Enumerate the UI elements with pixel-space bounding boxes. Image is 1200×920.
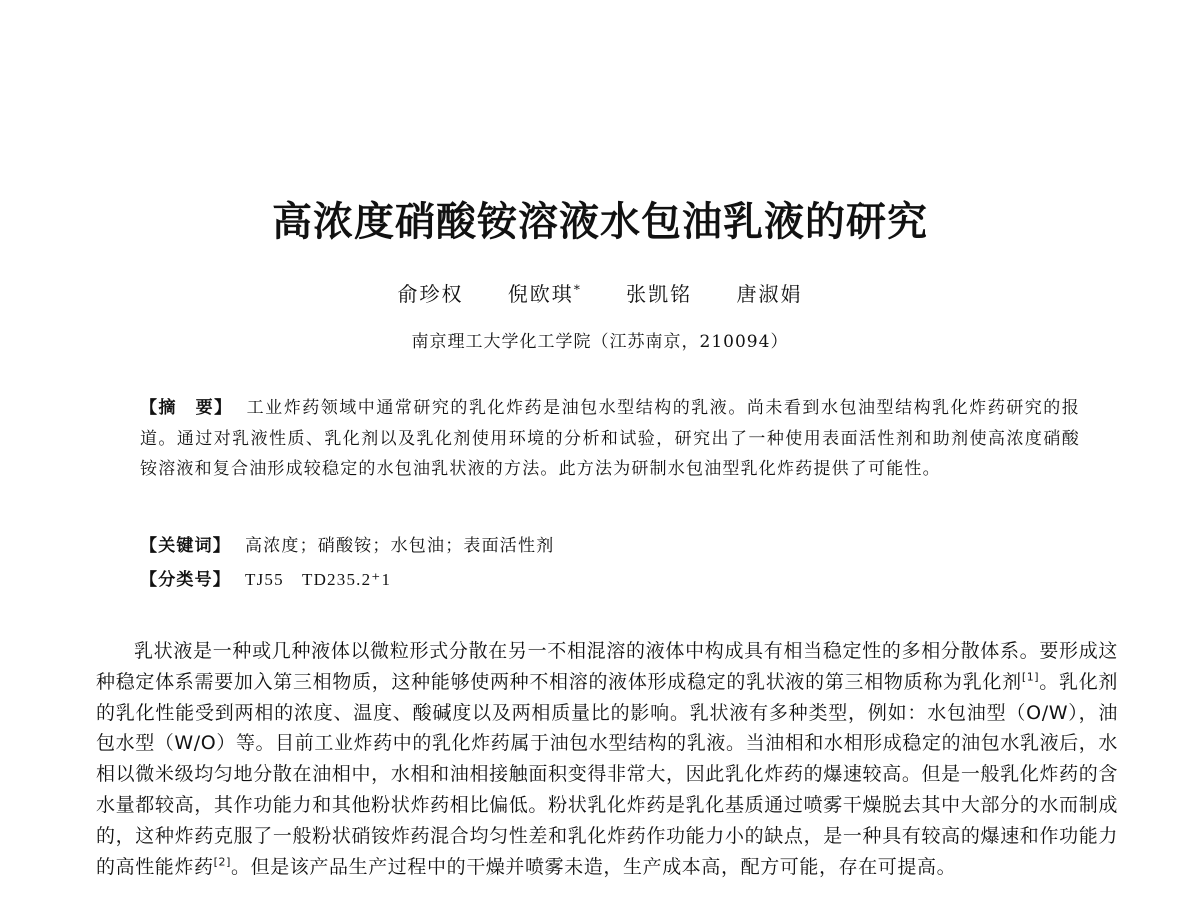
classification-text: TJ55 TD235.2⁺1 — [245, 570, 392, 589]
abstract-text: 工业炸药领域中通常研究的乳化炸药是油包水型结构的乳液。尚未看到水包油型结构乳化炸药研究的报道。通过对乳液性质、乳化剂以及乳化剂使用环境的分析和试验，研究出了一种使用表面活性剂和助剂使高浓度硝酸铵溶液和复合油形成较稳定的水包油乳状液的方法。此方法为研制水包油型乳化炸药提供了可能性。 — [140, 398, 1081, 479]
author-4: 唐淑娟 — [736, 282, 803, 306]
classification-label: 【分类号】 — [140, 570, 231, 590]
keywords-text: 高浓度；硝酸铵；水包油；表面活性剂 — [245, 536, 555, 556]
citation-2[interactable]: [2] — [213, 855, 231, 869]
author-2: 倪欧琪* — [507, 282, 582, 306]
classification-line — [140, 565, 391, 590]
body-text-part-3: 。但是该产品生产过程中的干燥并喷雾未造，生产成本高，配方可能，存在可提高。 — [231, 855, 957, 878]
keywords-label: 【关键词】 — [140, 536, 231, 556]
abstract-block — [140, 393, 1080, 485]
author-3: 张凯铭 — [626, 282, 693, 306]
body-text-part-2: 。乳化剂的乳化性能受到两相的浓度、温度、酸碱度以及两相质量比的影响。乳状液有多种类型，例如：水包油型（O/W），油包水型（W/O）等。目前工业炸药中的乳化炸药属于油包水型结构的乳液。当油相和水相形成稳定的油包水乳液后，水相以微米级均匀地分散在油相中，水相和油相接触面积变得非常大，因此乳化炸药的爆速较高。但是一般乳化炸药的含水量都较高，其作功能力和其他粉状炸药相比偏低。粉状乳化炸药是乳化基质通过喷雾干燥脱去其中大部分的水而制成的，这种炸药克服了一般粉状硝铵炸药混合均匀性差和乳化炸药作功能力小的缺点，是一种具有较高的爆速和作功能力的高性能炸药 — [96, 670, 1118, 878]
abstract-label: 【摘 要】 — [140, 398, 233, 418]
affiliation: 南京理工大学化工学院（江苏南京，210094） — [411, 332, 789, 352]
body-paragraph — [96, 636, 1118, 882]
author-list — [0, 278, 1200, 307]
author-1: 俞珍权 — [397, 282, 464, 306]
corresponding-mark: * — [573, 282, 582, 297]
body-text-part-1: 乳状液是一种或几种液体以微粒形式分散在另一不相混溶的液体中构成具有相当稳定性的多相分散体系。要形成这种稳定体系需要加入第三相物质，这种能够使两种不相溶的液体形成稳定的乳状液的第三相物质称为乳化剂 — [96, 640, 1118, 693]
keywords-line — [140, 531, 554, 556]
paper-title: 高浓度硝酸铵溶液水包油乳液的研究 — [272, 198, 928, 245]
citation-1[interactable]: [1] — [1021, 670, 1040, 684]
